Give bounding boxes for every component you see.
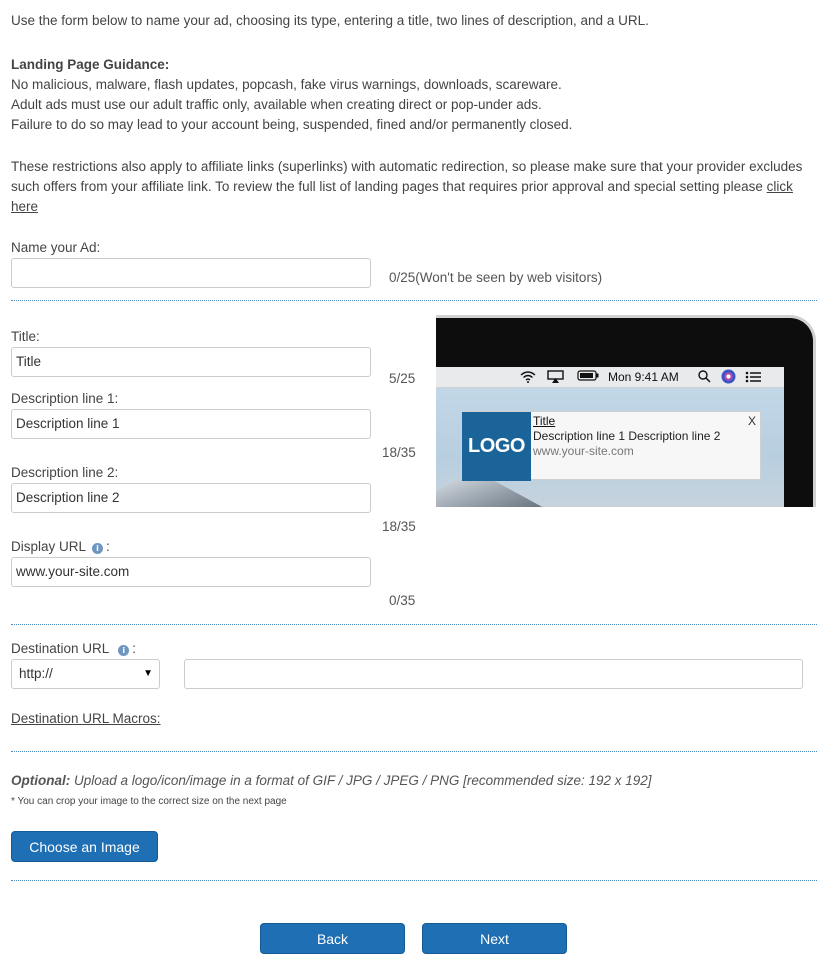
info-icon[interactable]: i: [92, 543, 103, 554]
protocol-select[interactable]: [11, 659, 160, 689]
divider: [11, 624, 817, 625]
next-button[interactable]: Next: [422, 923, 567, 954]
destination-macros-link[interactable]: Destination URL Macros:: [11, 711, 161, 726]
preview-menubar: [436, 367, 784, 388]
preview-description: Description line 1 Description line 2: [533, 429, 721, 443]
spotlight-search-icon: [698, 370, 711, 386]
display-url-colon: :: [106, 539, 110, 554]
battery-icon: [577, 370, 599, 384]
description-1-label: Description line 1:: [11, 391, 119, 406]
divider: [11, 300, 817, 301]
notification-center-icon: [745, 371, 762, 386]
optional-upload-text: [11, 773, 652, 788]
menubar-time: Mon 9:41 AM: [608, 370, 679, 384]
choose-image-button[interactable]: Choose an Image: [11, 831, 158, 862]
guidance-line: Adult ads must use our adult traffic only, available when creating direct or pop-under ads.: [11, 97, 542, 112]
caret-down-icon: ▼: [143, 668, 153, 679]
crop-note: * You can crop your image to the correct size on the next page: [11, 796, 287, 807]
description-1-counter: 18/35: [382, 445, 416, 460]
optional-description: Upload a logo/icon/image in a format of GIF / JPG / JPEG / PNG [recommended size: 192 x 192]: [70, 773, 652, 788]
guidance-line: Failure to do so may lead to your account being, suspended, fined and/or permanently closed.: [11, 117, 573, 132]
name-ad-label: Name your Ad:: [11, 240, 101, 255]
preview-logo: LOGO: [462, 412, 531, 481]
description-2-label: Description line 2:: [11, 465, 119, 480]
destination-url-input[interactable]: [184, 659, 803, 689]
description-2-input[interactable]: Description line 2: [11, 483, 371, 513]
title-counter: 5/25: [389, 371, 416, 386]
wifi-icon: [520, 370, 536, 386]
info-icon[interactable]: i: [118, 645, 129, 656]
title-input[interactable]: Title: [11, 347, 371, 377]
protocol-value: http://: [19, 666, 53, 681]
destination-url-label-row: [11, 641, 136, 656]
guidance-line: No malicious, malware, flash updates, popcash, fake virus warnings, downloads, scareware.: [11, 77, 562, 92]
restrictions-text: [11, 157, 823, 217]
optional-label: Optional:: [11, 773, 71, 788]
title-label: Title:: [11, 329, 40, 344]
destination-url-label: Destination URL: [11, 641, 110, 656]
guidance-title: Landing Page Guidance:: [11, 57, 170, 72]
preview-url: www.your-site.com: [533, 444, 634, 458]
display-url-label: Display URL: [11, 539, 87, 554]
display-url-input[interactable]: www.your-site.com: [11, 557, 371, 587]
description-2-counter: 18/35: [382, 519, 416, 534]
intro-text: Use the form below to name your ad, choosing its type, entering a title, two lines of description, and a URL.: [11, 13, 649, 28]
name-ad-counter: 0/25(Won't be seen by web visitors): [389, 270, 603, 285]
description-1-input[interactable]: Description line 1: [11, 409, 371, 439]
display-url-label-row: [11, 539, 110, 554]
divider: [11, 751, 817, 752]
back-button[interactable]: Back: [260, 923, 405, 954]
name-ad-input[interactable]: [11, 258, 371, 288]
click-here-link[interactable]: click here: [11, 179, 793, 214]
airplay-icon: [547, 370, 564, 386]
restrictions-body: These restrictions also apply to affiliate links (superlinks) with automatic redirection, so please make sure that your provider excludes such offers from your affiliate link. To review the full list of landing pages that requires prior approval and special setting please: [11, 159, 803, 194]
display-url-counter: 0/35: [389, 593, 416, 608]
siri-icon: [721, 369, 736, 387]
destination-url-colon: :: [132, 641, 137, 656]
close-icon: X: [747, 414, 756, 428]
ad-preview: [436, 315, 816, 507]
preview-notification: [461, 411, 761, 480]
preview-title: Title: [533, 414, 556, 428]
divider: [11, 880, 817, 881]
